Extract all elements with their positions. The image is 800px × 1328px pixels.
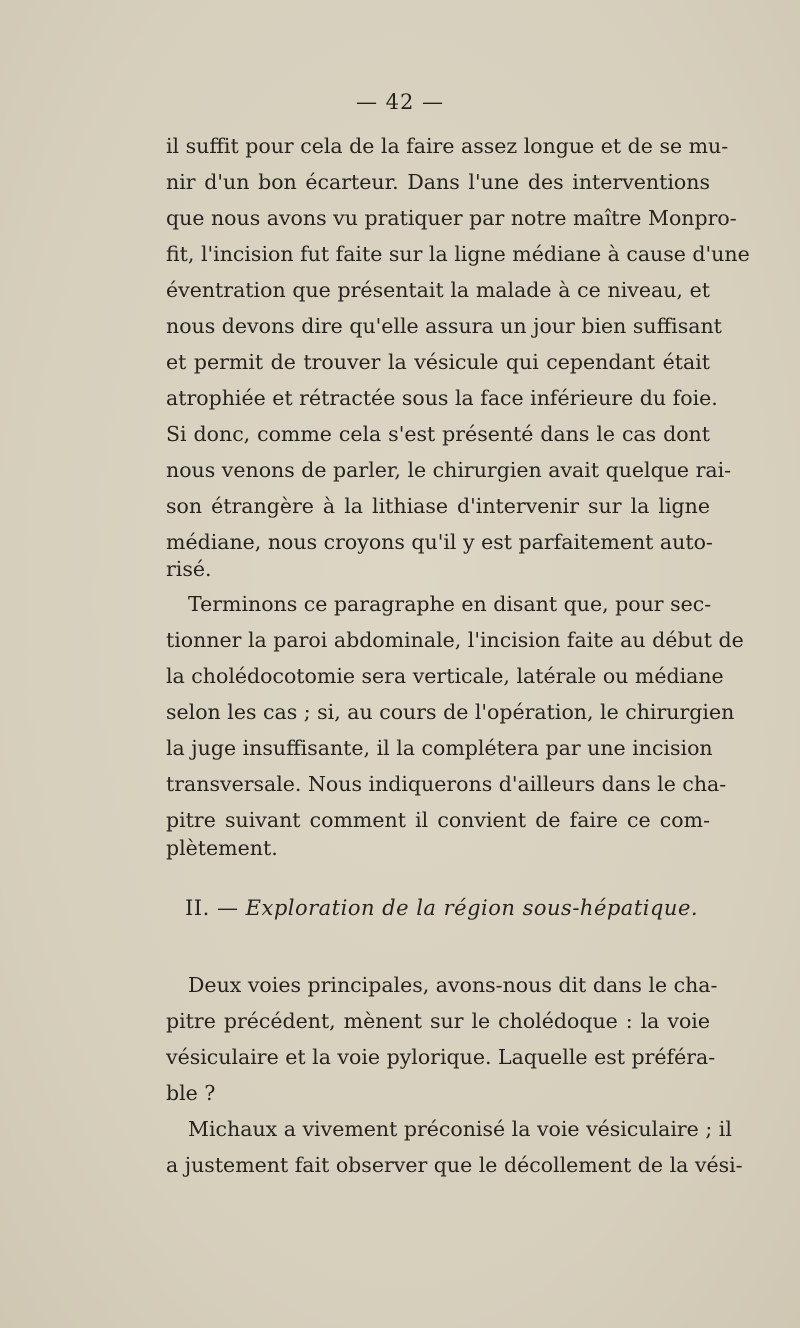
text-line: médiane, nous croyons qu'il y est parfaitement auto-: [166, 530, 713, 554]
text-line: la juge insuffisante, il la complétera par une incision: [166, 736, 713, 760]
text-line: Terminons ce paragraphe en disant que, pour sec-: [188, 592, 712, 616]
text-line: Michaux a vivement préconisé la voie vésiculaire ; il: [188, 1117, 732, 1141]
text-line: éventration que présentait la malade à ce niveau, et: [166, 278, 710, 302]
text-line: nir d'un bon écarteur. Dans l'une des interventions: [166, 170, 710, 194]
text-line: que nous avons vu pratiquer par notre maître Monpro-: [166, 206, 737, 230]
text-line: atrophiée et rétractée sous la face inférieure du foie.: [166, 386, 718, 410]
text-line: la cholédocotomie sera verticale, latérale ou médiane: [166, 664, 724, 688]
text-line: fit, l'incision fut faite sur la ligne médiane à cause d'une: [166, 242, 750, 266]
section-heading: [185, 896, 698, 920]
page-number: — 42 —: [355, 90, 445, 114]
section-number: II. —: [185, 896, 239, 920]
text-line: selon les cas ; si, au cours de l'opération, le chirurgien: [166, 700, 735, 724]
text-line: son étrangère à la lithiase d'intervenir sur la ligne: [166, 494, 710, 518]
text-line: a justement fait observer que le décollement de la vési-: [166, 1153, 743, 1177]
text-line: tionner la paroi abdominale, l'incision faite au début de: [166, 628, 744, 652]
text-line: plètement.: [166, 836, 278, 860]
text-line: Deux voies principales, avons-nous dit dans le cha-: [188, 973, 718, 997]
text-line: nous venons de parler, le chirurgien avait quelque rai-: [166, 458, 732, 482]
section-title: Exploration de la région sous-hépatique.: [245, 896, 699, 920]
text-line: transversale. Nous indiquerons d'ailleurs dans le cha-: [166, 772, 727, 796]
text-line: pitre suivant comment il convient de faire ce com-: [166, 808, 710, 832]
text-line: il suffit pour cela de la faire assez longue et de se mu-: [166, 134, 729, 158]
text-line: et permit de trouver la vésicule qui cependant était: [166, 350, 710, 374]
text-line: nous devons dire qu'elle assura un jour bien suffisant: [166, 314, 722, 338]
text-line: pitre précédent, mènent sur le cholédoque : la voie: [166, 1009, 710, 1033]
text-line: risé.: [166, 557, 212, 581]
text-line: vésiculaire et la voie pylorique. Laquelle est préféra-: [166, 1045, 716, 1069]
text-line: Si donc, comme cela s'est présenté dans le cas dont: [166, 422, 710, 446]
text-line: ble ?: [166, 1081, 216, 1105]
